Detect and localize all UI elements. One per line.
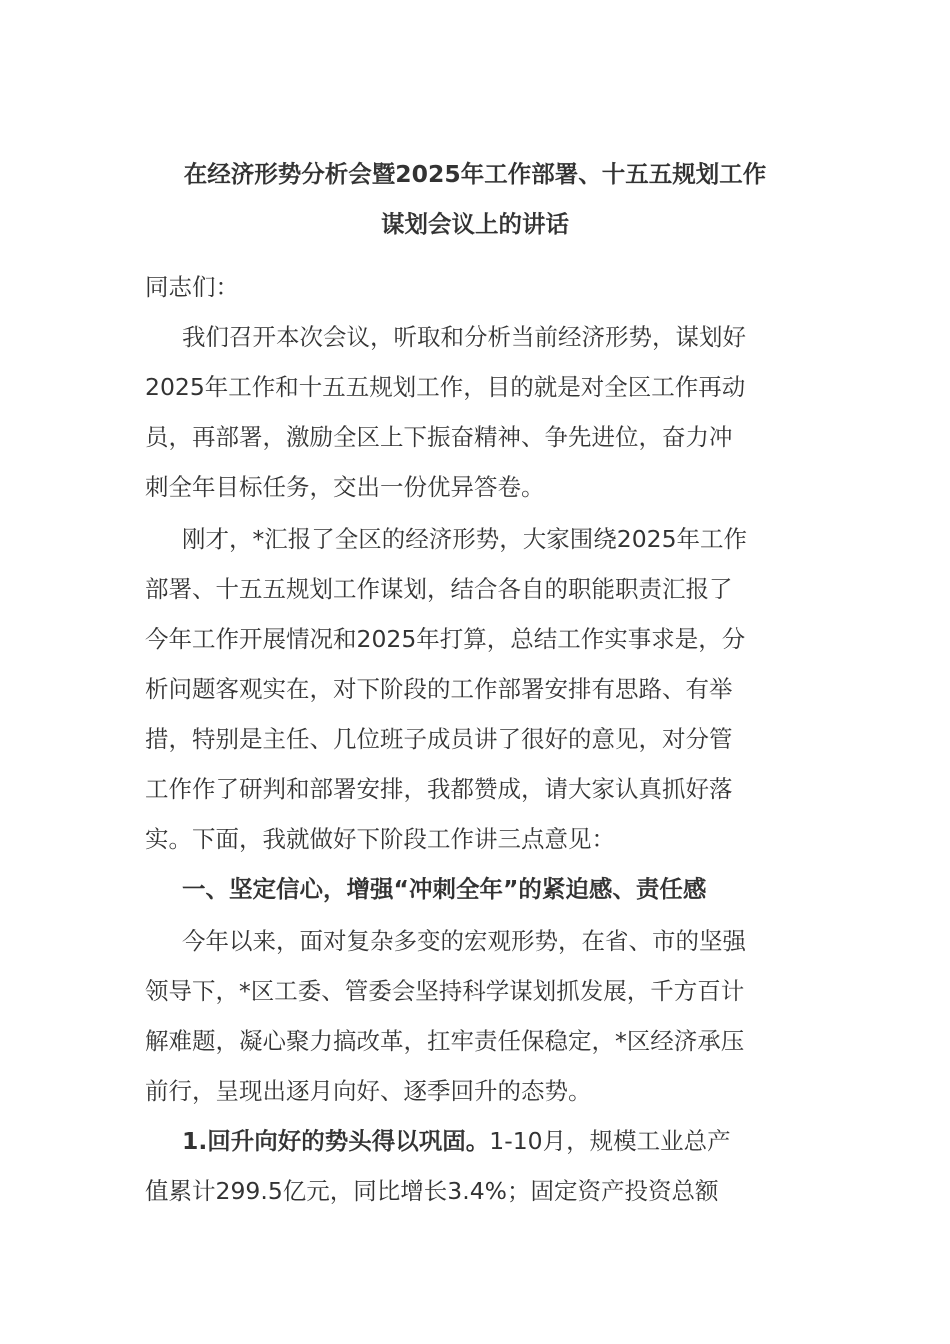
point-1-text: 1-10月，规模工业总产 xyxy=(489,1127,731,1155)
paragraph-2-line-5: 措，特别是主任、几位班子成员讲了很好的意见，对分管 xyxy=(145,725,733,753)
paragraph-2-line-3: 今年工作开展情况和2025年打算，总结工作实事求是，分 xyxy=(145,625,746,653)
paragraph-3-line-1: 今年以来，面对复杂多变的宏观形势，在省、市的坚强 xyxy=(182,927,746,955)
paragraph-2-line-4: 析问题客观实在，对下阶段的工作部署安排有思路、有举 xyxy=(145,675,733,703)
paragraph-3-line-2: 领导下，*区工委、管委会坚持科学谋划抓发展，千方百计 xyxy=(145,977,745,1005)
paragraph-1-line-1: 我们召开本次会议，听取和分析当前经济形势，谋划好 xyxy=(182,323,746,351)
document-title-line-2: 谋划会议上的讲话 xyxy=(381,210,569,238)
point-1-line-2: 值累计299.5亿元，同比增长3.4%；固定资产投资总额 xyxy=(145,1177,719,1205)
paragraph-3-line-3: 解难题，凝心聚力搞改革，扛牢责任保稳定，*区经济承压 xyxy=(145,1027,745,1055)
paragraph-2-line-2: 部署、十五五规划工作谋划，结合各自的职能职责汇报了 xyxy=(145,575,733,603)
point-1-heading: 1.回升向好的势头得以巩固。 xyxy=(182,1127,490,1155)
paragraph-2-line-6: 工作作了研判和部署安排，我都赞成，请大家认真抓好落 xyxy=(145,775,733,803)
paragraph-2-line-1: 刚才，*汇报了全区的经济形势，大家围绕2025年工作 xyxy=(182,525,748,553)
paragraph-2-line-7: 实。下面，我就做好下阶段工作讲三点意见： xyxy=(145,825,615,853)
document-title-line-1: 在经济形势分析会暨2025年工作部署、十五五规划工作 xyxy=(183,160,767,188)
paragraph-1-line-4: 刺全年目标任务，交出一份优异答卷。 xyxy=(145,473,545,501)
paragraph-3-line-4: 前行，呈现出逐月向好、逐季回升的态势。 xyxy=(145,1077,592,1105)
paragraph-1-line-3: 员，再部署，激励全区上下振奋精神、争先进位，奋力冲 xyxy=(145,423,733,451)
section-heading-1: 一、坚定信心，增强“冲刺全年”的紧迫感、责任感 xyxy=(182,875,707,903)
paragraph-1-line-2: 2025年工作和十五五规划工作，目的就是对全区工作再动 xyxy=(145,373,746,401)
salutation: 同志们： xyxy=(145,273,239,301)
point-1-line-1 xyxy=(182,1126,862,1156)
